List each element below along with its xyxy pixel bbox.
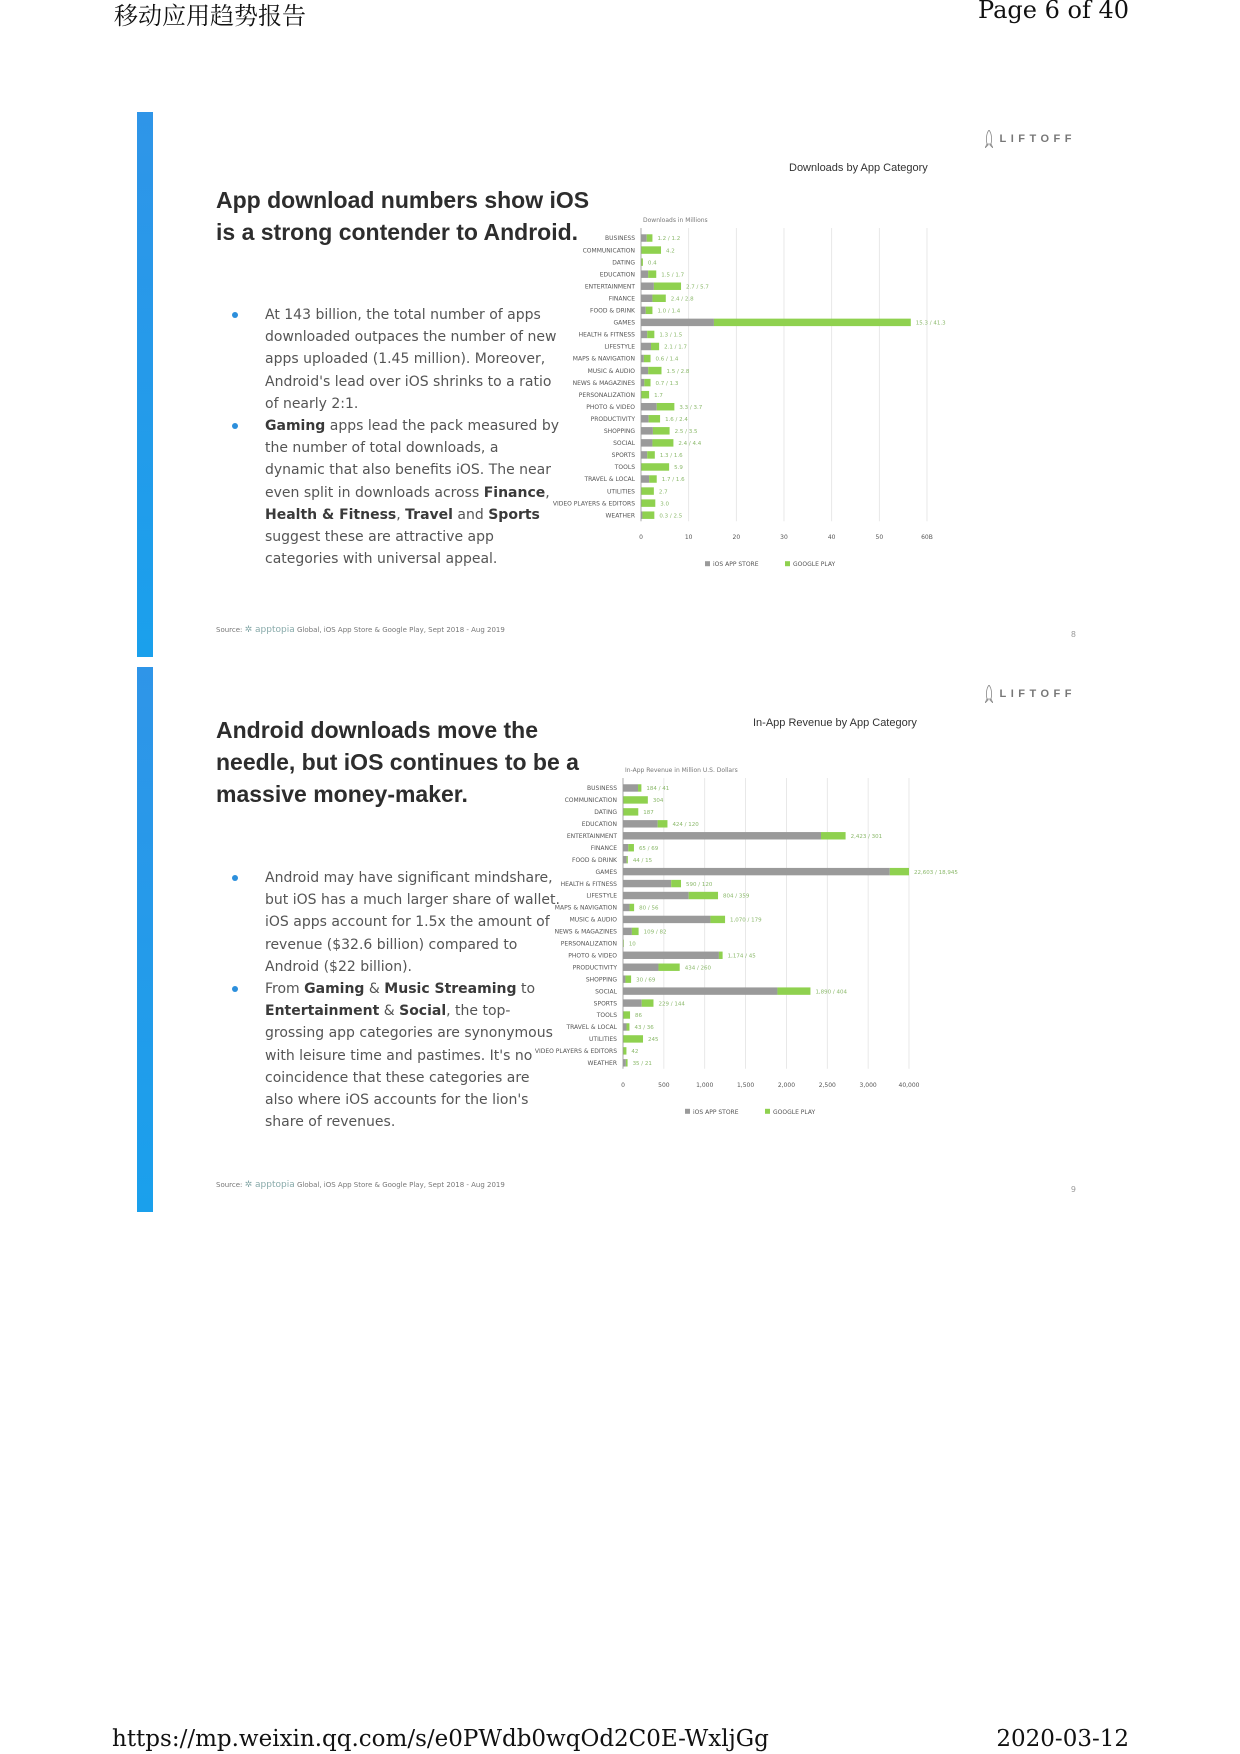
category-label: PERSONALIZATION — [560, 940, 617, 948]
bar-ios — [623, 820, 658, 827]
source-note — [216, 625, 505, 635]
x-tick-label: 1,000 — [696, 1081, 714, 1089]
category-label: TRAVEL & LOCAL — [566, 1024, 617, 1032]
bullet-item — [216, 415, 561, 570]
category-label: MAPS & NAVIGATION — [572, 355, 635, 363]
category-label: ENTERTAINMENT — [566, 832, 617, 840]
data-label: 0.4 — [647, 260, 657, 267]
category-label: EDUCATION — [581, 821, 617, 829]
category-label: WEATHER — [605, 512, 635, 520]
x-tick-label: 40,000 — [898, 1081, 920, 1089]
accent-bar — [137, 667, 153, 1212]
category-label: LIFESTYLE — [586, 892, 617, 900]
bar-ios — [623, 832, 821, 839]
bar-ios — [623, 916, 710, 923]
bar-ios — [623, 952, 719, 959]
bar-ios — [641, 343, 651, 350]
bar-google-play — [623, 796, 648, 803]
chart-subtitle: In-App Revenue in Million U.S. Dollars — [625, 767, 738, 774]
legend-label-google-play: GOOGLE PLAY — [793, 561, 836, 569]
bar-ios — [641, 427, 653, 434]
x-tick-label: 0 — [639, 534, 643, 542]
bullet-item — [216, 867, 561, 978]
category-label: UTILITIES — [589, 1036, 617, 1044]
x-tick-label: 1,500 — [736, 1081, 755, 1089]
bar-ios — [641, 307, 646, 314]
data-label: 1.0 / 1.4 — [657, 308, 681, 315]
bar-google-play — [641, 246, 661, 253]
bar-google-play — [628, 844, 634, 851]
bar-ios — [623, 928, 632, 935]
data-label: 2.4 / 2.8 — [670, 296, 694, 303]
data-label: 1.7 / 1.6 — [661, 477, 685, 484]
bar-google-play — [647, 451, 655, 458]
bar-google-play — [657, 403, 675, 410]
bar-ios — [623, 987, 777, 994]
bar-google-play — [623, 1011, 630, 1018]
data-label: 1.6 / 2.4 — [665, 416, 688, 423]
category-label: SPORTS — [611, 452, 635, 460]
bar-google-play — [627, 1023, 630, 1030]
chart-subtitle: Downloads in Millions — [643, 217, 708, 224]
data-label: 804 / 359 — [723, 893, 750, 900]
bar-google-play — [630, 904, 635, 911]
bar-google-play — [890, 868, 909, 875]
x-tick-label: 50 — [875, 534, 884, 542]
category-label: FINANCE — [608, 295, 635, 303]
category-label: PHOTO & VIDEO — [586, 403, 635, 411]
bullet-text: Gaming apps lead the pack measured by the number of total downloads, a dynamic that also benefits iOS. The near even split in downloads across Finance, Health & Fitness, Travel and Sports suggest these are attractive app categories with universal appeal. — [265, 418, 560, 568]
bar-ios — [641, 355, 644, 362]
category-label: FOOD & DRINK — [590, 307, 635, 315]
category-label: COMMUNICATION — [582, 247, 635, 255]
category-label: EDUCATION — [599, 271, 635, 279]
category-label: UTILITIES — [607, 488, 635, 496]
x-tick-label: 20 — [732, 534, 741, 542]
legend-label-google-play: GOOGLE PLAY — [773, 1108, 816, 1116]
data-label: 187 — [643, 810, 654, 817]
data-label: 22,603 / 18,945 — [914, 869, 958, 876]
category-label: HEALTH & FITNESS — [560, 880, 617, 888]
bar-google-play — [623, 1047, 626, 1054]
bullet-dot — [232, 312, 238, 318]
bar-google-play — [719, 952, 723, 959]
x-tick-label: 2,500 — [818, 1081, 836, 1089]
category-label: SOCIAL — [595, 988, 617, 996]
slide-title: Android downloads move the needle, but iOS continues to be a massive money-maker. — [216, 717, 579, 807]
chart-title: Downloads by App Category — [789, 162, 928, 174]
bullet-dot — [232, 986, 238, 992]
category-label: WEATHER — [587, 1060, 617, 1068]
data-label: 5.9 — [674, 465, 683, 472]
x-tick-label: 60B — [921, 534, 933, 542]
data-label: 1,174 / 45 — [727, 953, 756, 960]
bullet-dot — [232, 875, 238, 881]
data-label: 109 / 82 — [643, 929, 667, 936]
bar-google-play — [641, 499, 655, 506]
data-label: 0.3 / 2.5 — [659, 513, 683, 520]
apptopia-logo: ✲ apptopia — [244, 625, 295, 635]
category-label: VIDEO PLAYERS & EDITORS — [552, 500, 635, 508]
legend-swatch-ios — [685, 1109, 690, 1114]
bar-ios — [641, 295, 652, 302]
category-label: PHOTO & VIDEO — [568, 952, 617, 960]
accent-bar — [137, 112, 153, 657]
bar-google-play — [646, 307, 653, 314]
data-label: 43 / 36 — [634, 1025, 654, 1032]
source-text: Global, iOS App Store & Google Play, Sept 2018 - Aug 2019 — [297, 626, 505, 634]
data-label: 3.3 / 3.7 — [679, 404, 703, 411]
x-tick-label: 0 — [621, 1081, 625, 1089]
legend-swatch-google-play — [785, 561, 790, 566]
category-label: MUSIC & AUDIO — [569, 916, 617, 924]
bar-google-play — [647, 331, 654, 338]
data-label: 0.7 / 1.3 — [655, 380, 679, 387]
category-label: MUSIC & AUDIO — [587, 367, 635, 375]
chart-title: In-App Revenue by App Category — [753, 717, 917, 729]
category-label: BUSINESS — [605, 235, 635, 243]
bar-google-play — [652, 439, 673, 446]
bar-ios — [641, 475, 649, 482]
bar-google-play — [626, 1059, 628, 1066]
x-tick-label: 40 — [827, 534, 836, 542]
slide-revenue — [137, 667, 1082, 1212]
category-label: GAMES — [613, 319, 635, 327]
category-label: FOOD & DRINK — [572, 856, 617, 864]
bar-ios — [641, 270, 648, 277]
bar-google-play — [658, 964, 679, 971]
bar-ios — [623, 1059, 626, 1066]
data-label: 1.5 / 2.8 — [666, 368, 690, 375]
bar-google-play — [644, 355, 651, 362]
bar-ios — [623, 844, 628, 851]
data-label: 86 — [635, 1013, 643, 1020]
data-label: 15.3 / 41.3 — [915, 320, 946, 327]
bar-google-play — [689, 892, 718, 899]
bar-google-play — [638, 784, 641, 791]
bar-google-play — [632, 928, 639, 935]
bar-google-play — [641, 391, 649, 398]
liftoff-logo — [985, 685, 1076, 703]
bullet-text: From Gaming & Music Streaming to Entertainment & Social, the top-grossing app categories are synonymous with leisure time and pastimes. It's no coincidence that these categories are also where iOS accounts for the lion's share of revenues. — [265, 981, 553, 1131]
category-label: PERSONALIZATION — [578, 391, 635, 399]
slide-downloads — [137, 112, 1082, 657]
data-label: 0.6 / 1.4 — [655, 356, 679, 363]
data-label: 10 — [628, 941, 636, 948]
logo-text: LIFTOFF — [999, 133, 1076, 145]
category-label: HEALTH & FITNESS — [578, 331, 635, 339]
bar-google-play — [671, 880, 681, 887]
bar-google-play — [642, 511, 654, 518]
data-label: 1.2 / 1.2 — [657, 236, 681, 243]
category-label: FINANCE — [590, 844, 617, 852]
bar-google-play — [627, 856, 628, 863]
data-label: 65 / 69 — [638, 845, 659, 852]
x-tick-label: 500 — [658, 1081, 670, 1089]
bar-ios — [641, 379, 644, 386]
bar-google-play — [625, 975, 631, 982]
data-label: 2.7 — [658, 489, 668, 496]
category-label: SHOPPING — [603, 428, 635, 436]
downloads-chart — [537, 202, 1082, 662]
category-label: SOCIAL — [613, 440, 635, 448]
bar-google-play — [653, 427, 670, 434]
bar-ios — [623, 856, 627, 863]
document-title: 移动应用趋势报告 — [114, 2, 306, 30]
bar-ios — [641, 234, 647, 241]
category-label: TRAVEL & LOCAL — [584, 476, 635, 484]
bar-google-play — [642, 999, 654, 1006]
bar-google-play — [647, 234, 653, 241]
data-label: 2.5 / 3.5 — [674, 429, 698, 436]
bullet-dot — [232, 423, 238, 429]
bar-ios — [641, 439, 652, 446]
category-label: PRODUCTIVITY — [572, 964, 617, 972]
data-label: 1.3 / 1.5 — [659, 332, 683, 339]
data-label: 590 / 120 — [686, 881, 713, 888]
source-note — [216, 1180, 505, 1190]
bar-google-play — [658, 820, 668, 827]
bar-google-play — [648, 367, 661, 374]
category-label: NEWS & MAGAZINES — [572, 379, 635, 387]
data-label: 2.7 / 5.7 — [686, 284, 709, 291]
bullet-text: At 143 billion, the total number of apps downloaded outpaces the number of new apps uploaded (1.45 million). Moreover, Android's lead over iOS shrinks to a ratio of nearly 2:1. — [265, 307, 557, 412]
footer-date: 2020-03-12 — [996, 1726, 1129, 1752]
bar-ios — [641, 319, 714, 326]
category-label: GAMES — [595, 868, 617, 876]
category-label: TOOLS — [596, 1012, 617, 1020]
bar-google-play — [641, 463, 669, 470]
bullet-list — [216, 304, 561, 570]
bullet-item — [216, 304, 561, 415]
revenue-chart — [517, 757, 1082, 1212]
category-label: TOOLS — [614, 464, 635, 472]
category-label: PRODUCTIVITY — [590, 415, 635, 423]
data-label: 184 / 41 — [646, 786, 670, 793]
bar-google-play — [644, 379, 650, 386]
legend-swatch-ios — [705, 561, 710, 566]
bar-google-play — [648, 270, 656, 277]
footer-url: https://mp.weixin.qq.com/s/e0PWdb0wqOd2C0E-WxljGg — [112, 1726, 769, 1752]
category-label: DATING — [594, 809, 617, 817]
apptopia-logo: ✲ apptopia — [244, 1180, 295, 1190]
bar-google-play — [649, 475, 657, 482]
bullet-item — [216, 978, 561, 1133]
bar-ios — [623, 868, 890, 875]
data-label: 1.7 — [654, 392, 663, 399]
bar-ios — [623, 1023, 627, 1030]
page-indicator: Page 6 of 40 — [978, 0, 1129, 24]
bar-ios — [623, 999, 642, 1006]
bullet-text: Android may have significant mindshare, but iOS has a much larger share of wallet. iOS apps account for 1.5x the amount of revenue ($32.6 billion) compared to Android ($22 billion). — [265, 870, 560, 975]
legend-swatch-google-play — [765, 1109, 770, 1114]
bar-google-play — [654, 282, 681, 289]
category-label: ENTERTAINMENT — [584, 283, 635, 291]
data-label: 80 / 56 — [639, 905, 659, 912]
category-label: MAPS & NAVIGATION — [554, 904, 617, 912]
bar-google-play — [821, 832, 846, 839]
source-label: Source: — [216, 1181, 243, 1189]
bar-google-play — [652, 295, 665, 302]
data-label: 1.3 / 1.6 — [659, 453, 683, 460]
source-text: Global, iOS App Store & Google Play, Sept 2018 - Aug 2019 — [297, 1181, 505, 1189]
data-label: 2,423 / 301 — [850, 833, 883, 840]
bar-ios — [641, 331, 647, 338]
bar-google-play — [777, 987, 810, 994]
bar-google-play — [651, 343, 659, 350]
data-label: 44 / 15 — [632, 857, 653, 864]
data-label: 229 / 144 — [658, 1001, 685, 1008]
x-tick-label: 3,000 — [859, 1081, 877, 1089]
data-label: 1,070 / 179 — [730, 917, 762, 924]
apptopia-brand: apptopia — [255, 625, 295, 635]
legend-label-ios: iOS APP STORE — [713, 561, 759, 569]
data-label: 42 — [631, 1049, 639, 1056]
data-label: 245 — [648, 1037, 659, 1044]
category-label: DATING — [612, 259, 635, 267]
bar-google-play — [714, 319, 911, 326]
data-label: 30 / 69 — [636, 977, 656, 984]
data-label: 1.5 / 1.7 — [661, 272, 685, 279]
slide-page-number: 9 — [1070, 1185, 1076, 1194]
bar-google-play — [623, 1035, 643, 1042]
data-label: 4.2 — [666, 248, 675, 255]
bar-ios — [641, 282, 654, 289]
category-label: SPORTS — [593, 1000, 617, 1008]
bar-ios — [641, 415, 649, 422]
data-label: 3.0 — [660, 501, 670, 508]
liftoff-logo — [985, 130, 1076, 148]
bar-google-play — [710, 916, 725, 923]
x-tick-label: 2,000 — [777, 1081, 796, 1089]
data-label: 434 / 260 — [684, 965, 712, 972]
bar-google-play — [641, 487, 654, 494]
x-tick-label: 10 — [684, 534, 693, 542]
bar-ios — [641, 367, 648, 374]
rocket-icon — [985, 130, 993, 148]
slide-page-number: 8 — [1070, 630, 1076, 639]
bar-ios — [623, 904, 630, 911]
category-label: VIDEO PLAYERS & EDITORS — [534, 1048, 617, 1056]
category-label: BUSINESS — [587, 785, 617, 793]
source-label: Source: — [216, 626, 243, 634]
category-label: LIFESTYLE — [604, 343, 635, 351]
bar-ios — [641, 403, 657, 410]
bar-google-play — [623, 808, 638, 815]
slide-title: App download numbers show iOS is a strong contender to Android. — [216, 187, 590, 245]
bar-google-play — [649, 415, 660, 422]
bar-ios — [623, 880, 671, 887]
category-label: NEWS & MAGAZINES — [554, 928, 617, 936]
rocket-icon — [985, 685, 993, 703]
x-tick-label: 30 — [780, 534, 788, 542]
bar-ios — [623, 892, 689, 899]
bar-ios — [623, 784, 638, 791]
legend-label-ios: iOS APP STORE — [693, 1108, 739, 1116]
category-label: COMMUNICATION — [564, 797, 617, 805]
category-label: SHOPPING — [585, 976, 617, 984]
logo-text: LIFTOFF — [999, 688, 1076, 700]
data-label: 35 / 21 — [632, 1061, 652, 1068]
apptopia-brand: apptopia — [255, 1180, 295, 1190]
data-label: 304 — [652, 798, 664, 805]
data-label: 1,890 / 404 — [815, 989, 848, 996]
data-label: 2.4 / 4.4 — [678, 441, 702, 448]
bar-ios — [623, 964, 658, 971]
bar-ios — [641, 451, 647, 458]
bullet-list — [216, 867, 561, 1133]
data-label: 424 / 120 — [672, 822, 699, 829]
data-label: 2.1 / 1.7 — [664, 344, 687, 351]
